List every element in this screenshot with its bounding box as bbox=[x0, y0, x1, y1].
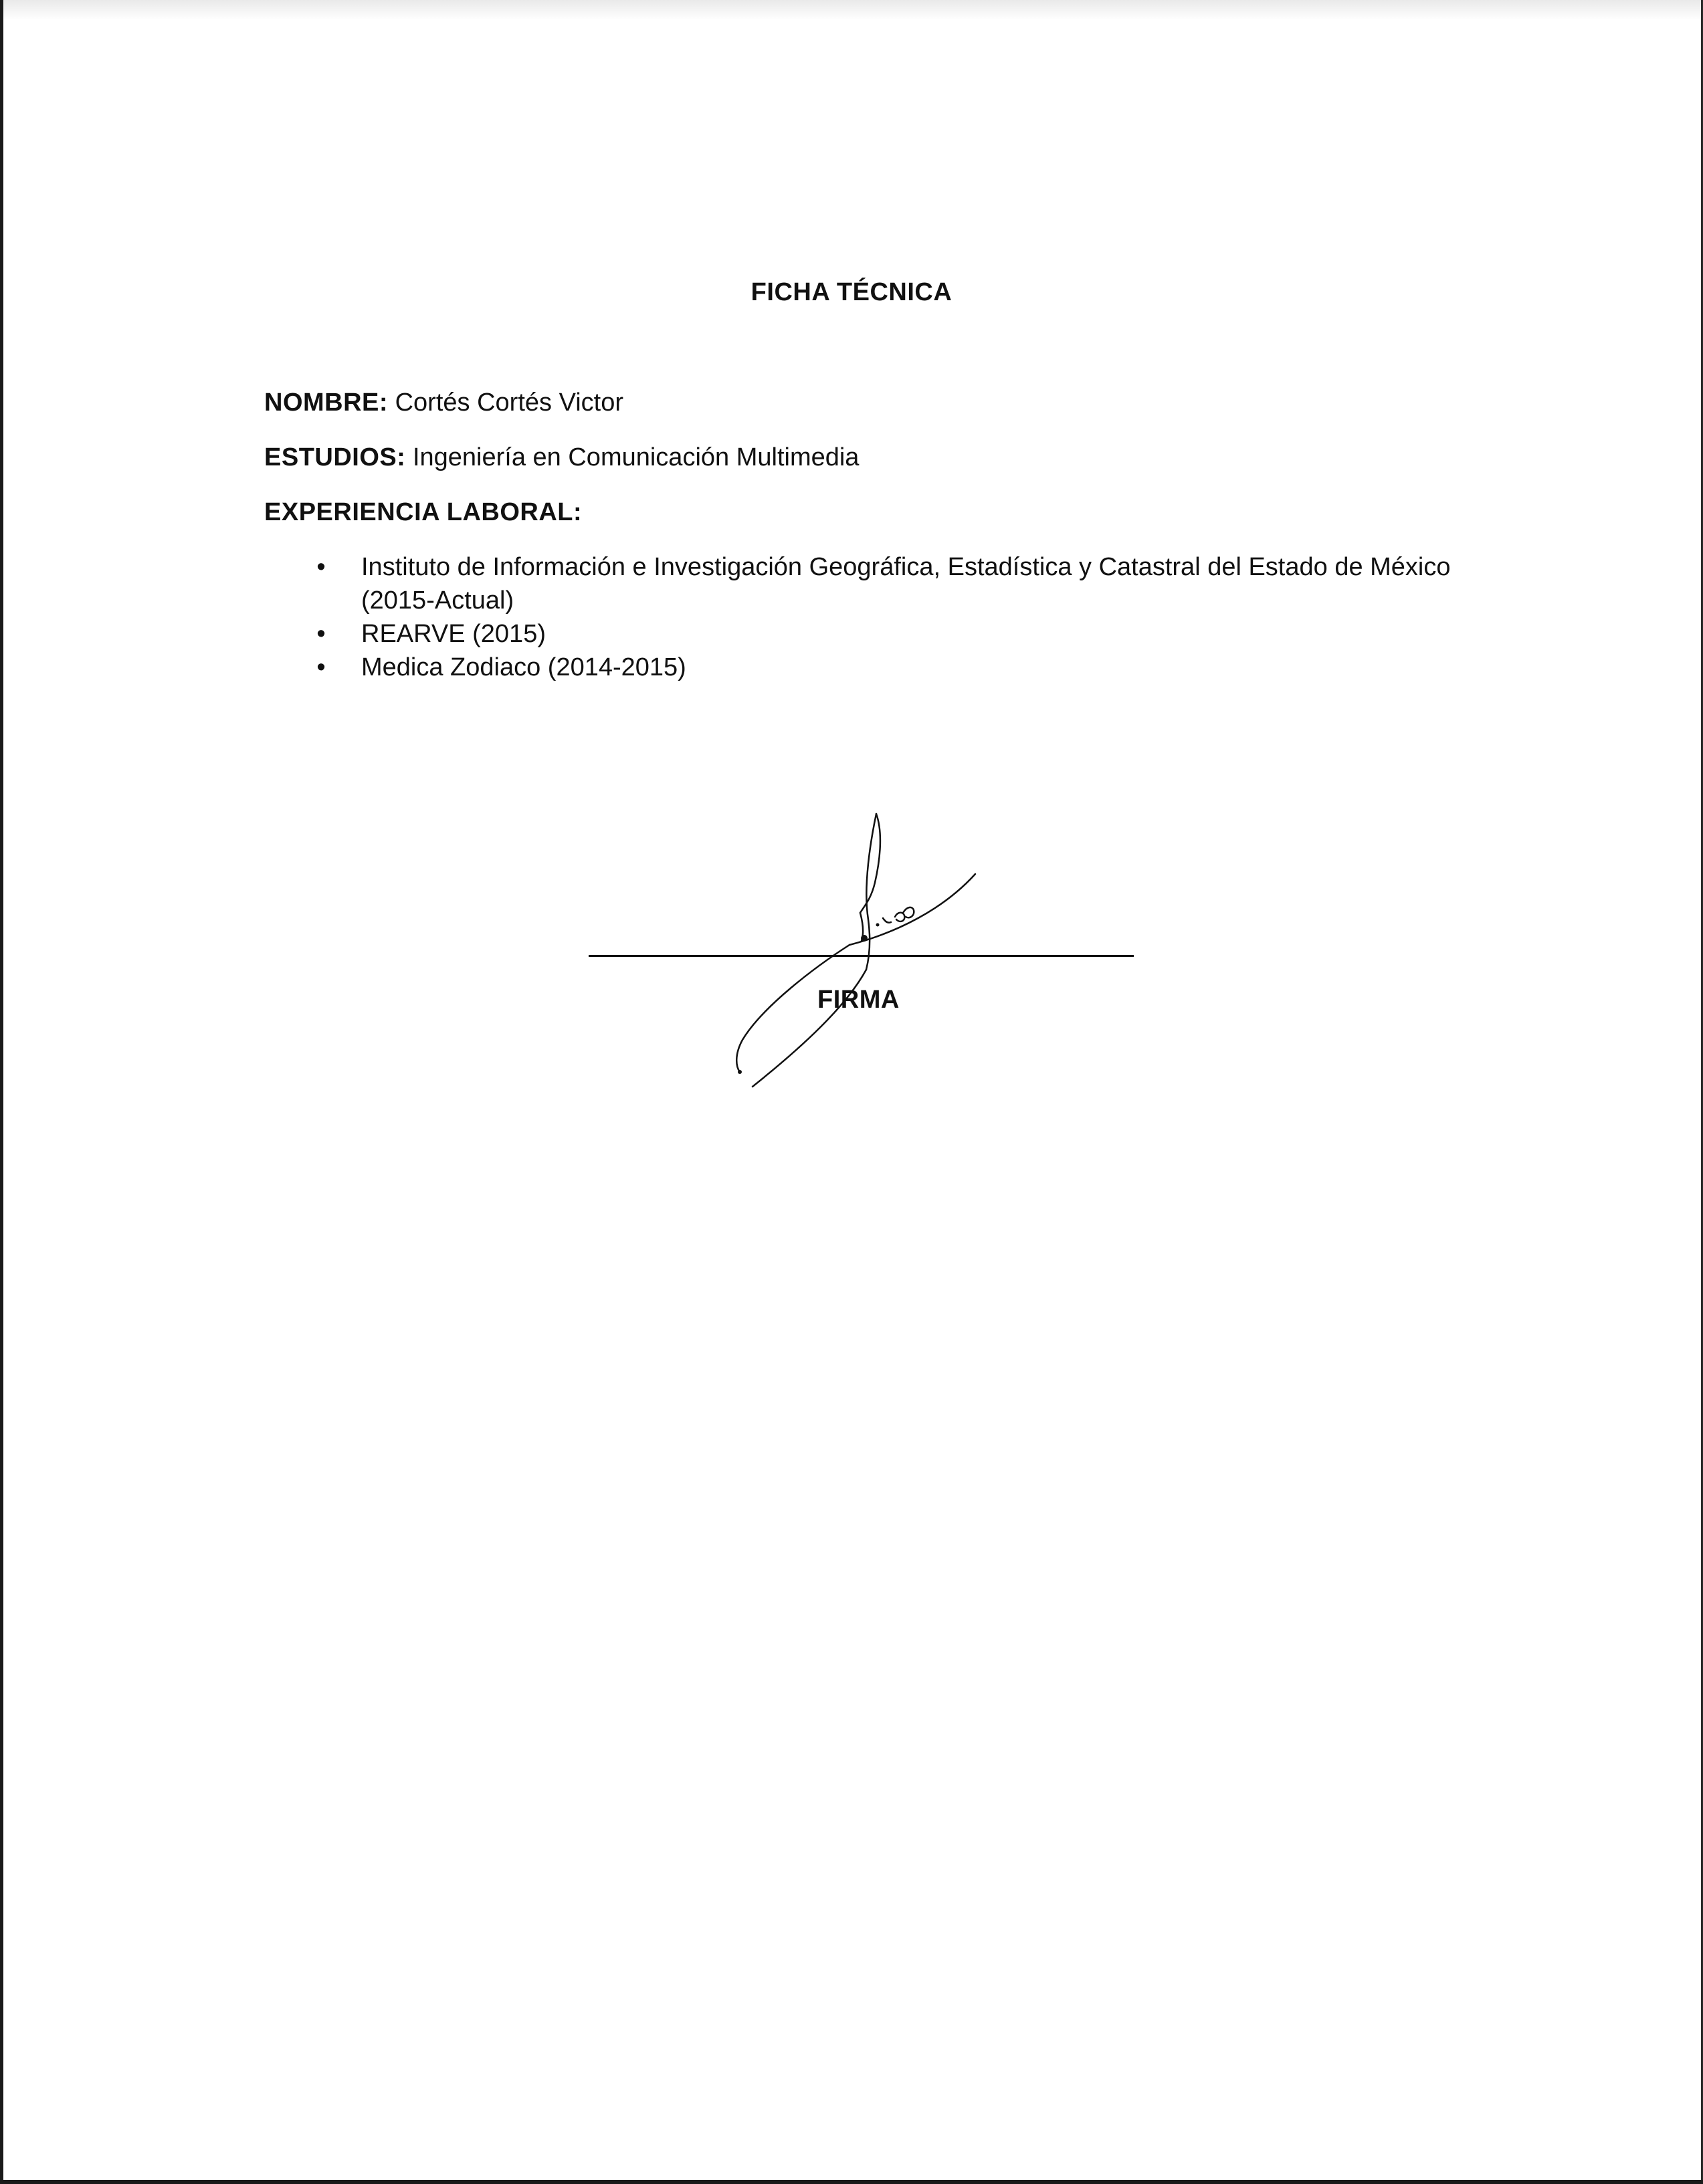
handwritten-signature bbox=[682, 806, 990, 1100]
estudios-field bbox=[264, 441, 859, 474]
scan-bottom-edge bbox=[0, 2180, 1703, 2184]
list-item bbox=[314, 550, 1465, 617]
bullet-icon: • bbox=[316, 553, 326, 581]
list-item bbox=[314, 617, 1465, 651]
document-title: FICHA TÉCNICA bbox=[750, 278, 953, 306]
signature-line bbox=[589, 955, 1134, 957]
nombre-field bbox=[264, 386, 623, 419]
nombre-value: Cortés Cortés Victor bbox=[395, 389, 624, 417]
bullet-icon: • bbox=[316, 653, 326, 681]
estudios-value: Ingeniería en Comunicación Multimedia bbox=[412, 443, 860, 471]
experiencia-list bbox=[314, 550, 1465, 684]
list-item-text: REARVE (2015) bbox=[361, 620, 546, 648]
firma-label: FIRMA bbox=[817, 986, 900, 1014]
list-item bbox=[314, 651, 1465, 684]
list-item-text: Medica Zodiaco (2014-2015) bbox=[361, 653, 686, 681]
nombre-label: NOMBRE: bbox=[264, 389, 389, 417]
estudios-label: ESTUDIOS: bbox=[264, 443, 406, 471]
scan-top-shadow bbox=[0, 0, 1703, 20]
experiencia-label: EXPERIENCIA LABORAL: bbox=[264, 498, 583, 526]
list-item-text: Instituto de Información e Investigación Geográfica, Estadística y Catastral del Estado de México (2015-Actual) bbox=[361, 553, 1451, 615]
bullet-icon: • bbox=[316, 620, 326, 648]
scan-left-edge bbox=[0, 0, 3, 2184]
